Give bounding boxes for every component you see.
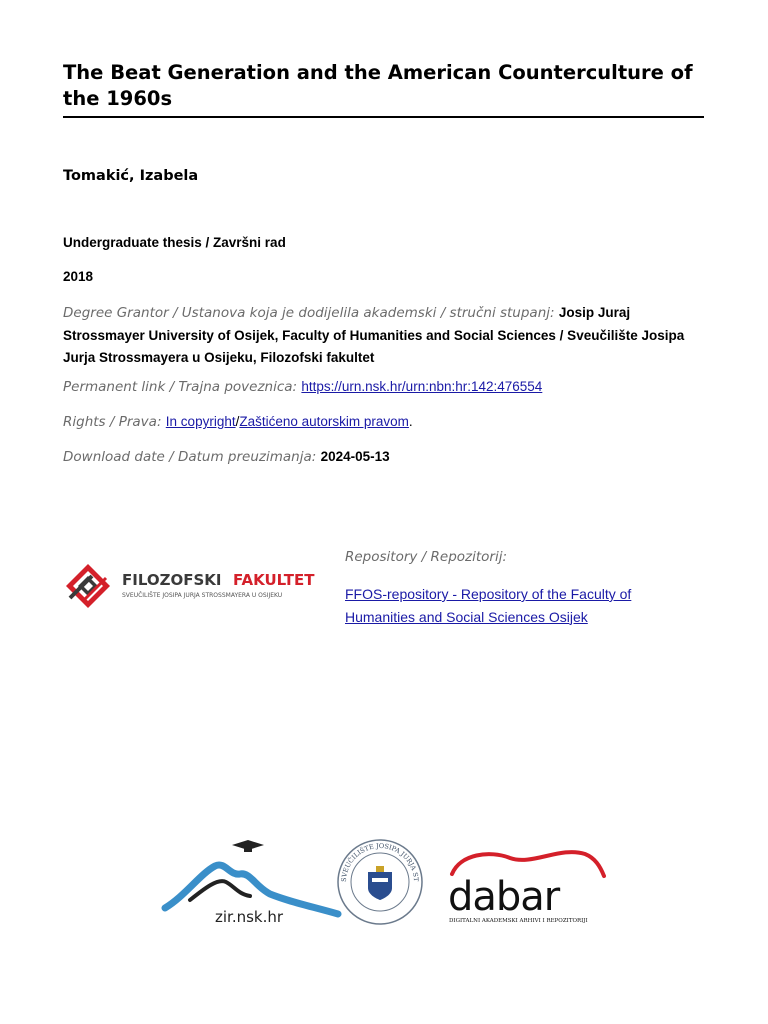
graduation-cap-icon (232, 840, 264, 852)
repository-link[interactable]: FFOS-repository - Repository of the Faculty of Humanities and Social Sciences Osijek (345, 586, 632, 625)
permanent-link-url[interactable]: https://urn.nsk.hr/urn:nbn:hr:142:476554 (301, 379, 543, 394)
author: Tomakić, Izabela (63, 168, 199, 184)
dabar-logo-text: dabar (448, 874, 560, 920)
permanent-link-label: Permanent link / Trajna poveznica: (63, 379, 298, 395)
download-date-label: Download date / Datum preuzimanja: (63, 449, 317, 465)
rights-separator: / (235, 414, 240, 429)
download-date-value: 2024-05-13 (320, 449, 390, 464)
download-date (63, 446, 713, 469)
grantor-label: Degree Grantor / Ustanova koja je dodijelila akademski / stručni stupanj: (63, 305, 555, 321)
rights-link-in-copyright[interactable]: In copyright (165, 414, 236, 429)
zir-logo[interactable] (165, 840, 338, 926)
rights-link-zasticeno[interactable]: Zaštićeno autorskim pravom (239, 414, 409, 429)
ff-logo-subtitle: SVEUČILIŠTE JOSIPA JURJA STROSSMAYERA U OSIJEKU (122, 592, 283, 599)
document-title: The Beat Generation and the American Counterculture of the 1960s (63, 61, 693, 110)
degree-grantor (63, 302, 713, 370)
ff-emblem-icon (66, 564, 110, 608)
bottom-logos (160, 836, 610, 936)
year: 2018 (63, 269, 94, 284)
filozofski-fakultet-logo[interactable] (64, 560, 324, 614)
repository-label: Repository / Repozitorij: (345, 549, 508, 565)
ff-logo-text-2: FAKULTET (233, 571, 315, 589)
rights-label: Rights / Prava: (63, 414, 162, 430)
rights-period: . (408, 414, 413, 429)
repository-link-container (345, 584, 645, 629)
zir-logo-text: zir.nsk.hr (215, 908, 284, 926)
dabar-logo-subtitle: DIGITALNI AKADEMSKI ARHIVI I REPOZITORIJI (449, 918, 588, 924)
ff-logo-text-1: FILOZOFSKI (122, 571, 222, 589)
rights (63, 411, 713, 434)
seal-text: SVEUČILIŠTE JOSIPA JURJA ST (339, 841, 421, 883)
permanent-link (63, 376, 713, 399)
grantor-value: Josip Juraj Strossmayer University of Osijek, Faculty of Humanities and Social Sciences / Sveučilište Josipa Jurja Strossmayera u Osijeku, Filozofski fakultet (63, 305, 685, 365)
dabar-logo[interactable] (448, 852, 604, 924)
thesis-type: Undergraduate thesis / Završni rad (63, 235, 286, 250)
title-divider (63, 116, 704, 118)
